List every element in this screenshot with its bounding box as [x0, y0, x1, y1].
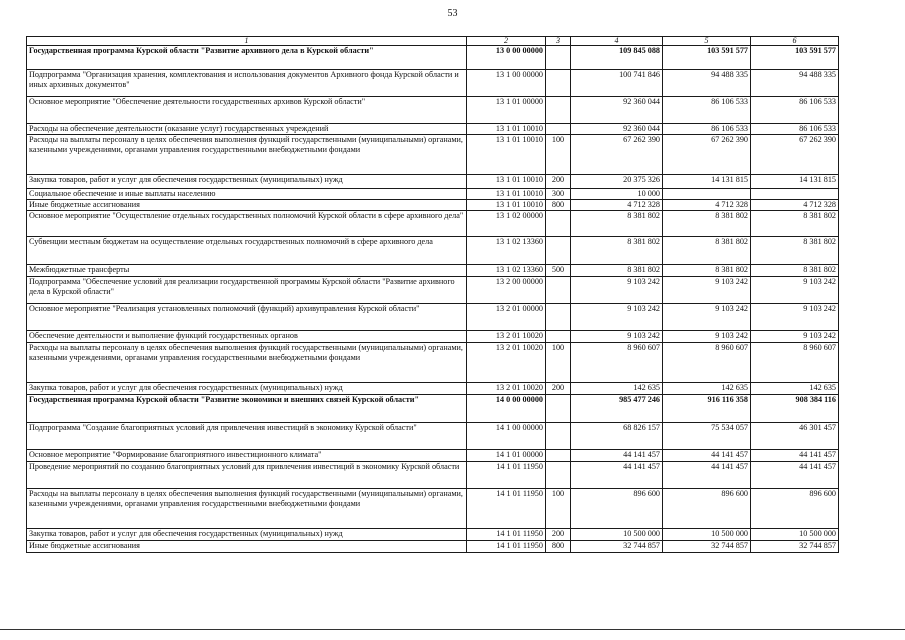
row-code-cell: 14 1 01 00000 — [467, 450, 546, 462]
row-value-1-cell: 32 744 857 — [571, 541, 663, 553]
row-type-cell — [546, 331, 571, 343]
row-value-2-cell: 8 960 607 — [663, 343, 751, 383]
row-value-3-cell: 103 591 577 — [751, 46, 839, 70]
row-name-cell: Основное мероприятие "Осуществление отдельных государственных полномочий Курской области в сфере архивного дела" — [27, 211, 467, 237]
table-row — [27, 462, 839, 489]
row-value-1-cell: 8 381 802 — [571, 265, 663, 277]
table-row — [27, 46, 839, 70]
row-value-2-cell: 44 141 457 — [663, 450, 751, 462]
row-value-1-cell: 92 360 044 — [571, 97, 663, 124]
row-code-cell: 14 1 01 11950 — [467, 541, 546, 553]
row-value-2-cell: 75 534 057 — [663, 423, 751, 450]
table-row — [27, 97, 839, 124]
row-value-3-cell: 8 960 607 — [751, 343, 839, 383]
row-code-cell: 13 2 01 10020 — [467, 343, 546, 383]
row-value-1-cell: 9 103 242 — [571, 331, 663, 343]
row-value-3-cell: 14 131 815 — [751, 175, 839, 189]
table-row — [27, 450, 839, 462]
row-code-cell: 13 1 02 13360 — [467, 237, 546, 265]
row-value-1-cell: 9 103 242 — [571, 277, 663, 304]
row-value-2-cell: 916 116 358 — [663, 395, 751, 423]
row-name-cell: Закупка товаров, работ и услуг для обеспечения государственных (муниципальных) нужд — [27, 383, 467, 395]
row-name-cell: Субвенции местным бюджетам на осуществление отдельных государственных полномочий в сфере архивного дела — [27, 237, 467, 265]
row-type-cell: 100 — [546, 135, 571, 175]
row-value-3-cell: 908 384 116 — [751, 395, 839, 423]
table-row — [27, 541, 839, 553]
row-code-cell: 13 1 01 10010 — [467, 175, 546, 189]
row-value-3-cell: 86 106 533 — [751, 97, 839, 124]
row-type-cell: 200 — [546, 383, 571, 395]
row-value-3-cell: 9 103 242 — [751, 304, 839, 331]
row-value-1-cell: 10 500 000 — [571, 529, 663, 541]
header-col-6: 6 — [751, 37, 839, 46]
table-row — [27, 135, 839, 175]
table-row — [27, 383, 839, 395]
budget-table — [26, 36, 839, 553]
row-value-2-cell: 8 381 802 — [663, 265, 751, 277]
table-row — [27, 200, 839, 211]
row-type-cell — [546, 304, 571, 331]
row-name-cell: Закупка товаров, работ и услуг для обеспечения государственных (муниципальных) нужд — [27, 529, 467, 541]
row-value-1-cell: 20 375 326 — [571, 175, 663, 189]
table-row — [27, 175, 839, 189]
table-row — [27, 529, 839, 541]
header-col-3: 3 — [546, 37, 571, 46]
row-value-1-cell: 8 960 607 — [571, 343, 663, 383]
row-value-2-cell: 86 106 533 — [663, 97, 751, 124]
row-type-cell: 800 — [546, 541, 571, 553]
row-value-2-cell: 8 381 802 — [663, 237, 751, 265]
row-code-cell: 13 0 00 00000 — [467, 46, 546, 70]
row-type-cell: 200 — [546, 529, 571, 541]
row-type-cell: 800 — [546, 200, 571, 211]
row-value-2-cell: 14 131 815 — [663, 175, 751, 189]
page-bottom-rule — [0, 629, 905, 630]
row-value-2-cell: 10 500 000 — [663, 529, 751, 541]
row-code-cell: 13 1 02 00000 — [467, 211, 546, 237]
row-value-1-cell: 896 600 — [571, 489, 663, 529]
row-value-2-cell: 8 381 802 — [663, 211, 751, 237]
row-value-3-cell: 142 635 — [751, 383, 839, 395]
row-value-3-cell: 32 744 857 — [751, 541, 839, 553]
row-code-cell: 13 2 01 10020 — [467, 383, 546, 395]
row-value-1-cell: 44 141 457 — [571, 450, 663, 462]
row-value-2-cell — [663, 189, 751, 200]
row-type-cell: 100 — [546, 343, 571, 383]
header-row — [27, 37, 839, 46]
row-value-3-cell: 896 600 — [751, 489, 839, 529]
row-value-2-cell: 86 106 533 — [663, 124, 751, 135]
row-type-cell — [546, 277, 571, 304]
row-value-2-cell: 896 600 — [663, 489, 751, 529]
row-value-3-cell: 8 381 802 — [751, 265, 839, 277]
table-body — [27, 46, 839, 553]
row-value-1-cell: 142 635 — [571, 383, 663, 395]
row-type-cell — [546, 423, 571, 450]
row-name-cell: Государственная программа Курской области "Развитие экономики и внешних связей Курской области" — [27, 395, 467, 423]
row-value-1-cell: 8 381 802 — [571, 237, 663, 265]
row-value-3-cell: 86 106 533 — [751, 124, 839, 135]
row-code-cell: 13 1 00 00000 — [467, 70, 546, 97]
row-type-cell: 200 — [546, 175, 571, 189]
row-value-1-cell: 67 262 390 — [571, 135, 663, 175]
row-type-cell: 100 — [546, 489, 571, 529]
row-name-cell: Расходы на выплаты персоналу в целях обеспечения выполнения функций государственными (муниципальными) органами, казенными учреждениями, органами управления государственными внебюджетными фондами — [27, 489, 467, 529]
row-name-cell: Межбюджетные трансферты — [27, 265, 467, 277]
header-col-1: 1 — [27, 37, 467, 46]
row-value-1-cell: 44 141 457 — [571, 462, 663, 489]
page-number: 53 — [447, 8, 458, 19]
row-value-1-cell: 8 381 802 — [571, 211, 663, 237]
row-value-1-cell: 4 712 328 — [571, 200, 663, 211]
row-value-1-cell: 109 845 088 — [571, 46, 663, 70]
row-value-2-cell: 142 635 — [663, 383, 751, 395]
row-value-2-cell: 9 103 242 — [663, 331, 751, 343]
row-name-cell: Иные бюджетные ассигнования — [27, 200, 467, 211]
row-value-2-cell: 9 103 242 — [663, 304, 751, 331]
row-name-cell: Подпрограмма "Обеспечение условий для реализации государственной программы Курской области "Развитие архивного дела в Курской области" — [27, 277, 467, 304]
row-value-3-cell: 94 488 335 — [751, 70, 839, 97]
row-name-cell: Расходы на обеспечение деятельности (оказание услуг) государственных учреждений — [27, 124, 467, 135]
row-type-cell — [546, 462, 571, 489]
row-name-cell: Проведение мероприятий по созданию благоприятных условий для привлечения инвестиций в экономику Курской области — [27, 462, 467, 489]
row-value-2-cell: 44 141 457 — [663, 462, 751, 489]
table-row — [27, 70, 839, 97]
row-value-1-cell: 9 103 242 — [571, 304, 663, 331]
row-name-cell: Основное мероприятие "Формирование благоприятного инвестиционного климата" — [27, 450, 467, 462]
row-type-cell — [546, 97, 571, 124]
row-value-3-cell: 67 262 390 — [751, 135, 839, 175]
table-row — [27, 395, 839, 423]
row-code-cell: 13 1 01 10010 — [467, 200, 546, 211]
row-value-3-cell — [751, 189, 839, 200]
row-name-cell: Расходы на выплаты персоналу в целях обеспечения выполнения функций государственными (муниципальными) органами, казенными учреждениями, органами управления государственными внебюджетными фондами — [27, 343, 467, 383]
row-value-1-cell: 68 826 157 — [571, 423, 663, 450]
row-type-cell: 300 — [546, 189, 571, 200]
row-code-cell: 14 1 01 11950 — [467, 462, 546, 489]
row-code-cell: 14 0 00 00000 — [467, 395, 546, 423]
row-name-cell: Подпрограмма "Создание благоприятных условий для привлечения инвестиций в экономику Курской области" — [27, 423, 467, 450]
row-code-cell: 13 2 01 10020 — [467, 331, 546, 343]
row-type-cell — [546, 237, 571, 265]
row-code-cell: 14 1 01 11950 — [467, 489, 546, 529]
table-header — [27, 37, 839, 46]
row-name-cell: Основное мероприятие "Обеспечение деятельности государственных архивов Курской области" — [27, 97, 467, 124]
row-code-cell: 13 1 02 13360 — [467, 265, 546, 277]
row-name-cell: Обеспечение деятельности и выполнение функций государственных органов — [27, 331, 467, 343]
table-row — [27, 124, 839, 135]
table-row — [27, 265, 839, 277]
row-value-3-cell: 44 141 457 — [751, 462, 839, 489]
row-type-cell — [546, 211, 571, 237]
header-col-4: 4 — [571, 37, 663, 46]
row-code-cell: 13 1 01 00000 — [467, 97, 546, 124]
row-value-3-cell: 4 712 328 — [751, 200, 839, 211]
row-value-2-cell: 67 262 390 — [663, 135, 751, 175]
row-name-cell: Расходы на выплаты персоналу в целях обеспечения выполнения функций государственными (муниципальными) органами, казенными учреждениями, органами управления государственными внебюджетными фондами — [27, 135, 467, 175]
row-type-cell — [546, 70, 571, 97]
row-value-3-cell: 8 381 802 — [751, 211, 839, 237]
row-value-3-cell: 9 103 242 — [751, 331, 839, 343]
row-name-cell: Иные бюджетные ассигнования — [27, 541, 467, 553]
row-value-1-cell: 985 477 246 — [571, 395, 663, 423]
row-name-cell: Государственная программа Курской области "Развитие архивного дела в Курской области" — [27, 46, 467, 70]
table-row — [27, 211, 839, 237]
row-name-cell: Подпрограмма "Организация хранения, комплектования и использования документов Архивного фонда Курской области и иных архивных документов" — [27, 70, 467, 97]
table-row — [27, 423, 839, 450]
table-row — [27, 237, 839, 265]
row-value-1-cell: 92 360 044 — [571, 124, 663, 135]
row-name-cell: Социальное обеспечение и иные выплаты населению — [27, 189, 467, 200]
row-code-cell: 14 1 00 00000 — [467, 423, 546, 450]
row-value-3-cell: 9 103 242 — [751, 277, 839, 304]
row-type-cell — [546, 450, 571, 462]
row-code-cell: 13 1 01 10010 — [467, 124, 546, 135]
row-value-1-cell: 10 000 — [571, 189, 663, 200]
row-value-1-cell: 100 741 846 — [571, 70, 663, 97]
row-value-2-cell: 32 744 857 — [663, 541, 751, 553]
row-name-cell: Закупка товаров, работ и услуг для обеспечения государственных (муниципальных) нужд — [27, 175, 467, 189]
row-value-3-cell: 46 301 457 — [751, 423, 839, 450]
table-row — [27, 489, 839, 529]
row-code-cell: 13 1 01 10010 — [467, 189, 546, 200]
table-row — [27, 343, 839, 383]
row-value-2-cell: 94 488 335 — [663, 70, 751, 97]
row-code-cell: 13 2 00 00000 — [467, 277, 546, 304]
table-row — [27, 331, 839, 343]
row-type-cell — [546, 124, 571, 135]
row-value-2-cell: 9 103 242 — [663, 277, 751, 304]
row-type-cell — [546, 46, 571, 70]
row-code-cell: 13 1 01 10010 — [467, 135, 546, 175]
row-value-3-cell: 10 500 000 — [751, 529, 839, 541]
row-value-2-cell: 103 591 577 — [663, 46, 751, 70]
row-type-cell: 500 — [546, 265, 571, 277]
row-type-cell — [546, 395, 571, 423]
header-col-5: 5 — [663, 37, 751, 46]
row-value-2-cell: 4 712 328 — [663, 200, 751, 211]
row-value-3-cell: 44 141 457 — [751, 450, 839, 462]
row-value-3-cell: 8 381 802 — [751, 237, 839, 265]
row-code-cell: 14 1 01 11950 — [467, 529, 546, 541]
row-name-cell: Основное мероприятие "Реализация установленных полномочий (функций) архивуправления Курской области" — [27, 304, 467, 331]
table-row — [27, 277, 839, 304]
table-row — [27, 304, 839, 331]
table-row — [27, 189, 839, 200]
header-col-2: 2 — [467, 37, 546, 46]
row-code-cell: 13 2 01 00000 — [467, 304, 546, 331]
